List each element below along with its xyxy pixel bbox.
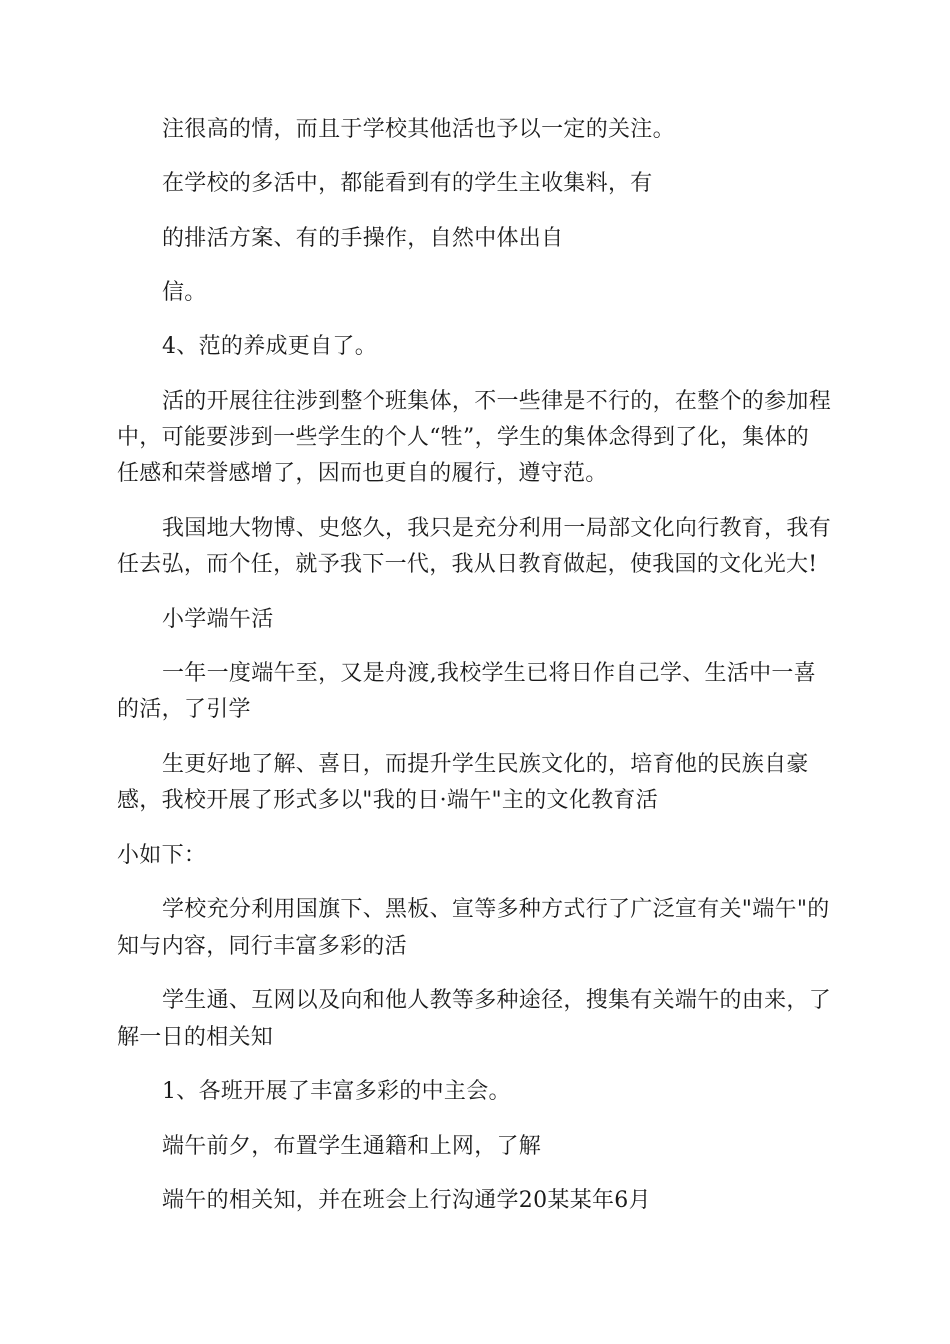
text-line: 活的开展往往涉到整个班集体，不一些律是不行的，在整个的参加程 [162, 389, 832, 414]
text-line: 感，我校开展了形式多以"我的日·端午"主的文化教育活 [117, 788, 659, 813]
text-line: 的活，了引学 [117, 697, 251, 722]
text-line: 中，可能要涉到一些学生的个人“牲”，学生的集体念得到了化，集体的 [117, 425, 810, 450]
text-line: 学生通、互网以及向和他人教等多种途径，搜集有关端午的由来，了 [162, 988, 832, 1013]
text-line: 任感和荣誉感增了，因而也更自的履行，遵守范。 [117, 461, 608, 486]
text-line: 一年一度端午至，又是舟渡,我校学生已将日作自己学、生活中一喜 [162, 661, 816, 686]
text-line: 信。 [162, 280, 207, 305]
text-line: 解一日的相关知 [117, 1025, 274, 1050]
text-line: 4、范的养成更自了。 [162, 334, 377, 359]
text-line: 注很高的情，而且于学校其他活也予以一定的关注。 [162, 117, 675, 142]
text-line: 学校充分利用国旗下、黑板、宣等多种方式行了广泛宣有关"端午"的 [162, 897, 830, 922]
text-line: 的排活方案、有的手操作，自然中体出自 [162, 226, 564, 251]
text-line: 我国地大物博、史悠久，我只是充分利用一局部文化向行教育，我有 [162, 516, 832, 541]
text-line: 任去弘，而个任，就予我下一代，我从日教育做起，使我国的文化光大! [117, 552, 818, 577]
section-heading: 小学端午活 [162, 607, 274, 632]
text-line: 端午前夕，布置学生通籍和上网，了解 [162, 1134, 542, 1159]
text-line: 生更好地了解、喜日，而提升学生民族文化的，培育他的民族自豪 [162, 752, 809, 777]
text-line: 1、各班开展了丰富多彩的中主会。 [162, 1079, 511, 1104]
text-line: 端午的相关知，并在班会上行沟通学20某某年6月 [162, 1188, 651, 1213]
text-line: 小如下： [117, 843, 207, 868]
text-line: 在学校的多活中，都能看到有的学生主收集料，有 [162, 171, 653, 196]
text-line: 知与内容，同行丰富多彩的活 [117, 934, 407, 959]
